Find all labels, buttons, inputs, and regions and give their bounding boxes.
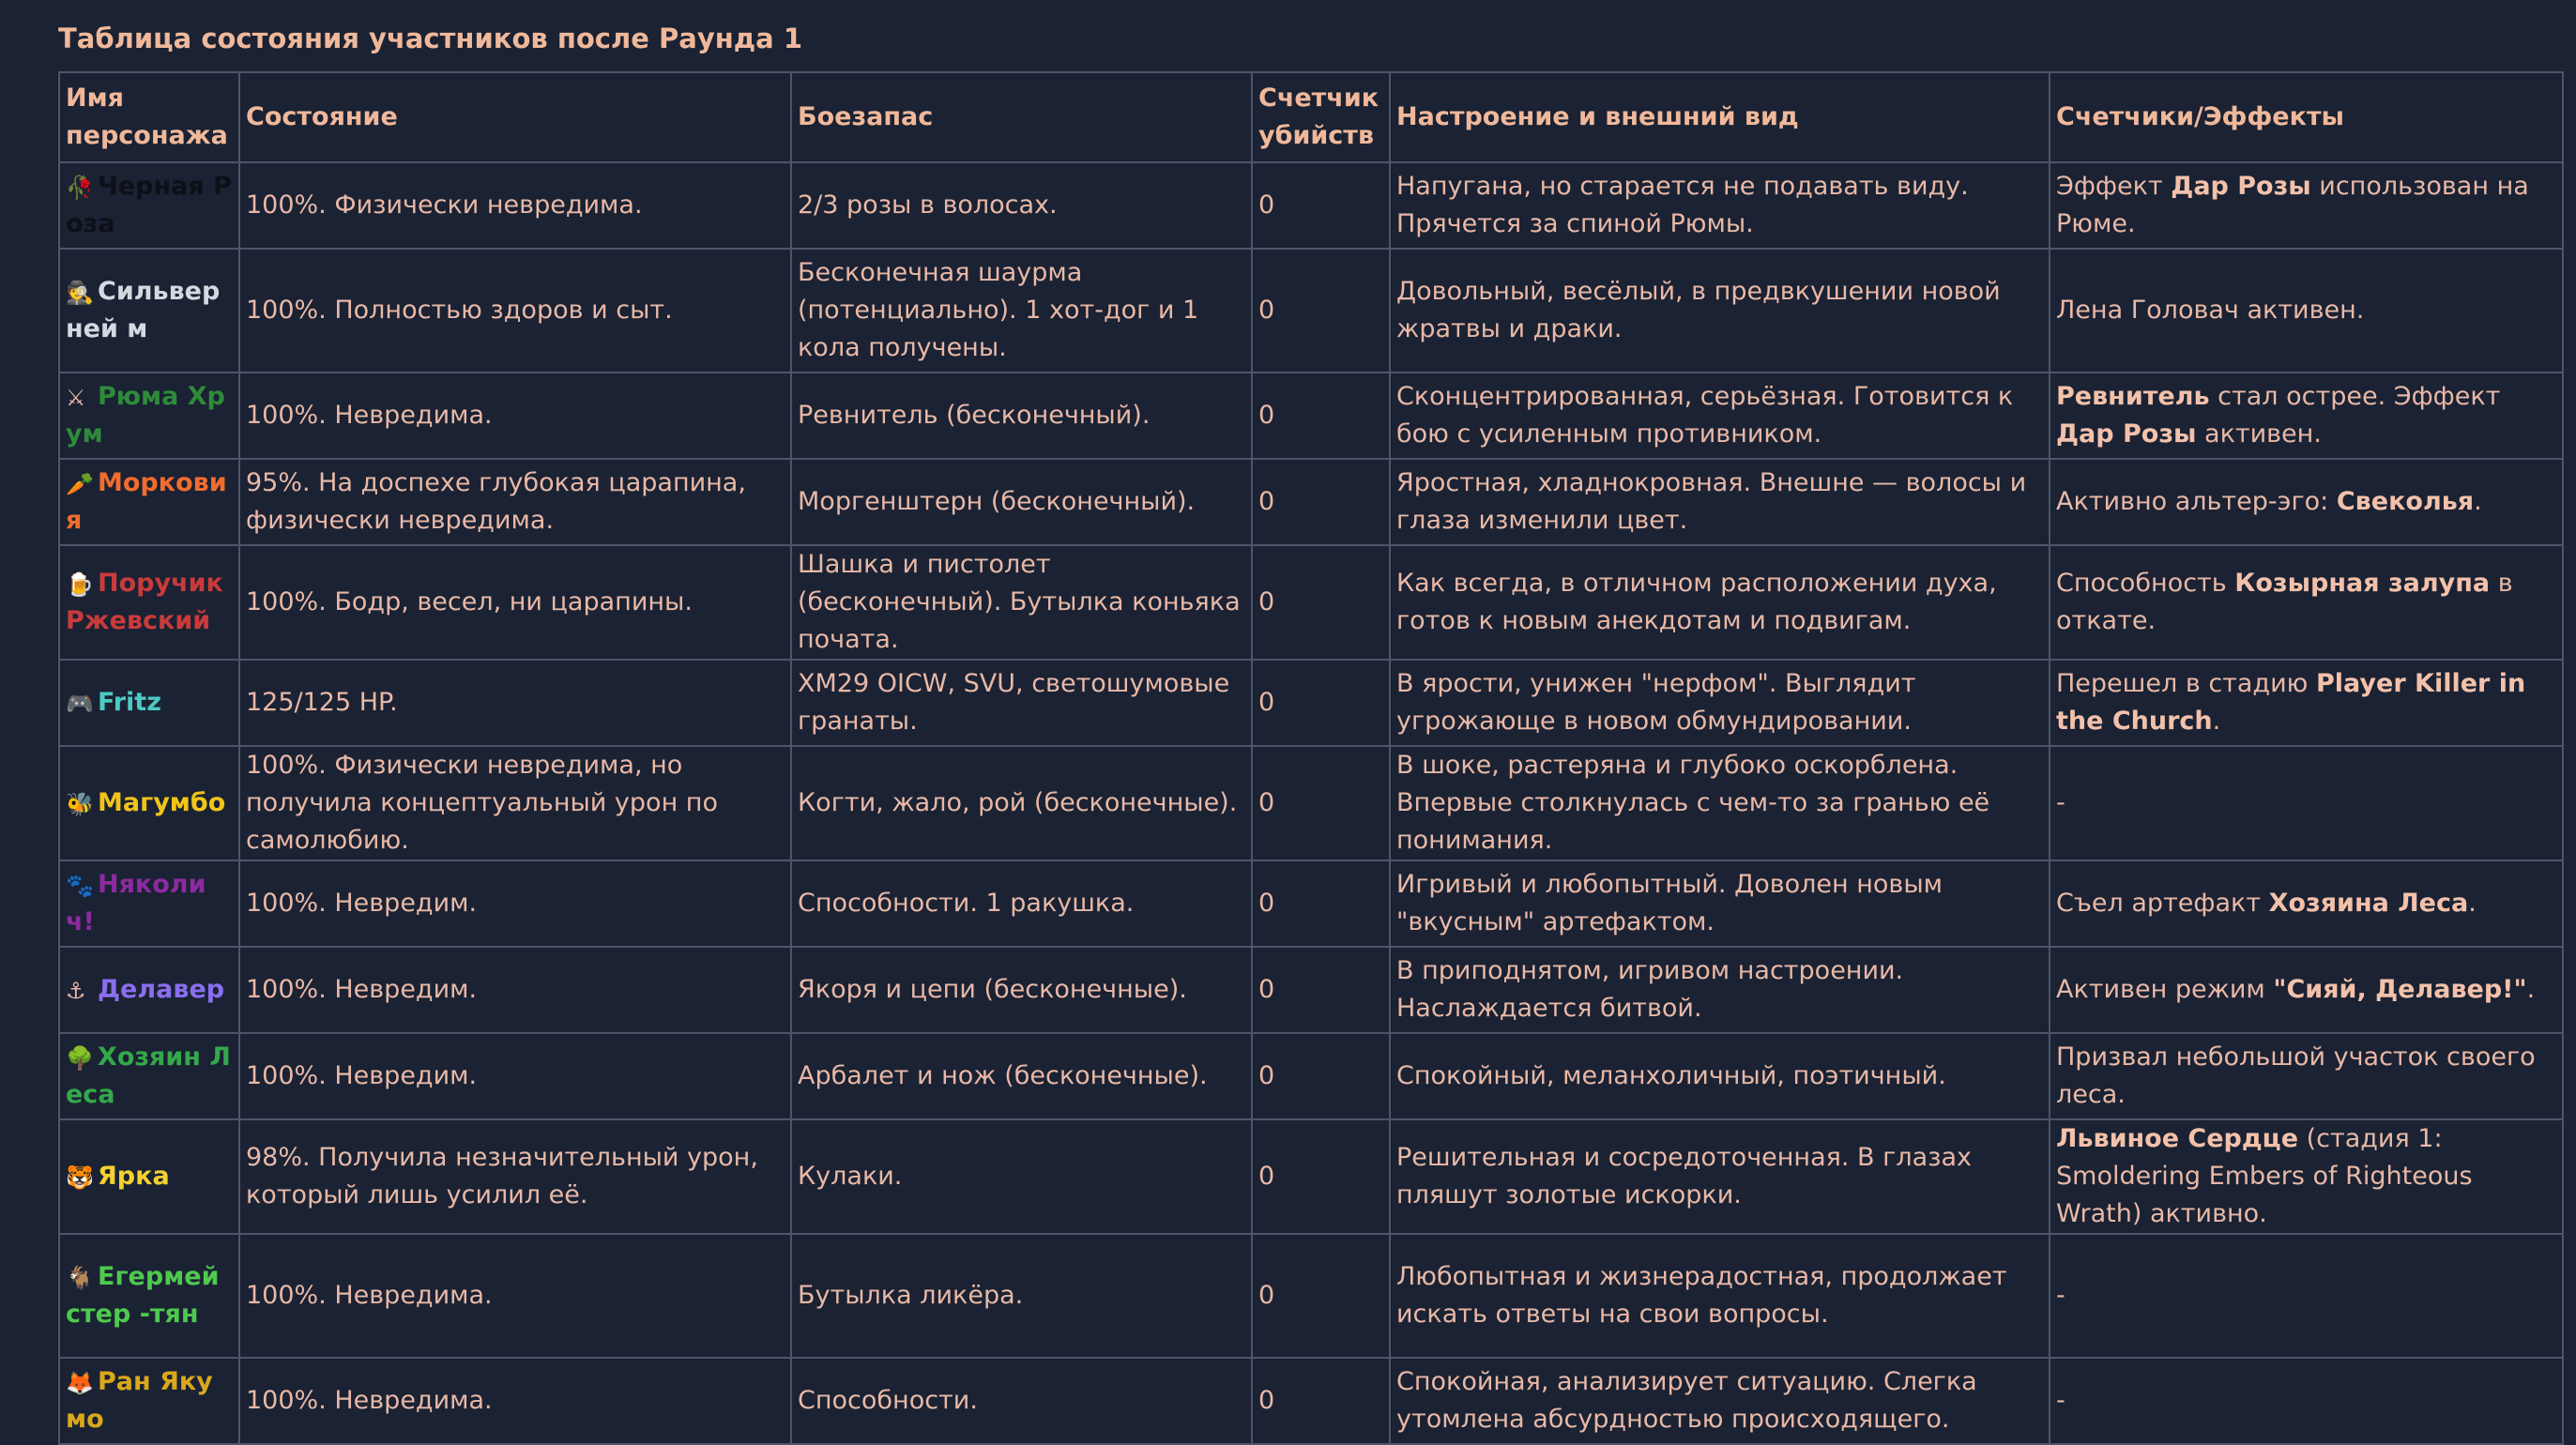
cell-kills: 0 xyxy=(1252,1358,1390,1444)
cell-effects xyxy=(2050,746,2563,860)
effects-text: Съел артефакт xyxy=(2056,889,2269,918)
cell-mood: Довольный, весёлый, в предвкушении новой жратвы и драки. xyxy=(1390,249,2050,373)
goat-icon: 🐐 xyxy=(66,1264,94,1291)
table-row xyxy=(59,249,2563,373)
cell-ammo: Бутылка ликёра. xyxy=(791,1234,1252,1358)
effects-text: . xyxy=(2526,975,2536,1004)
header-state: Состояние xyxy=(239,72,791,162)
character-name: Fritz xyxy=(98,688,161,717)
crossed-swords-icon: ⚔ xyxy=(66,384,86,411)
cell-kills: 0 xyxy=(1252,373,1390,459)
cell-name xyxy=(59,1234,239,1358)
cell-mood: Напугана, но старается не подавать виду. Прячется за спиной Рюмы. xyxy=(1390,162,2050,249)
cell-effects xyxy=(2050,1033,2563,1119)
character-name: Ран Якумо xyxy=(66,1367,213,1434)
cell-name xyxy=(59,373,239,459)
effects-text: стал острее. Эффект xyxy=(2209,382,2501,411)
cell-state: 98%. Получила незначительный урон, который лишь усилил её. xyxy=(239,1119,791,1234)
cell-kills: 0 xyxy=(1252,746,1390,860)
effects-highlight: Львиное Сердце xyxy=(2056,1124,2299,1153)
cell-effects xyxy=(2050,1119,2563,1234)
effects-text: - xyxy=(2056,1281,2065,1310)
cell-mood: Спокойная, анализирует ситуацию. Слегка утомлена абсурдностью происходящего. xyxy=(1390,1358,2050,1444)
character-name: Поручик Ржевский xyxy=(66,569,223,635)
cell-ammo: Бесконечная шаурма (потенциально). 1 хот-дог и 1 кола получены. xyxy=(791,249,1252,373)
cell-state: 100%. Невредима. xyxy=(239,1234,791,1358)
cell-ammo: Кулаки. xyxy=(791,1119,1252,1234)
cell-state: 100%. Невредима. xyxy=(239,1358,791,1444)
cell-effects xyxy=(2050,545,2563,660)
paw-prints-icon: 🐾 xyxy=(66,872,94,899)
cell-effects xyxy=(2050,947,2563,1033)
character-name: Делавер xyxy=(98,975,225,1004)
beer-mug-icon: 🍺 xyxy=(66,570,94,598)
cell-mood: Спокойный, меланхоличный, поэтичный. xyxy=(1390,1033,2050,1119)
cell-ammo: Моргенштерн (бесконечный). xyxy=(791,459,1252,545)
cell-mood: Яростная, хладнокровная. Внешне — волосы и глаза изменили цвет. xyxy=(1390,459,2050,545)
cell-kills: 0 xyxy=(1252,1234,1390,1358)
cell-ammo: 2/3 розы в волосах. xyxy=(791,162,1252,249)
gamepad-icon: 🎮 xyxy=(66,690,94,717)
cell-kills: 0 xyxy=(1252,249,1390,373)
cell-ammo: Шашка и пистолет (бесконечный). Бутылка коньяка почата. xyxy=(791,545,1252,660)
cell-state: 100%. Физически невредима, но получила концептуальный урон по самолюбию. xyxy=(239,746,791,860)
cell-ammo: Ревнитель (бесконечный). xyxy=(791,373,1252,459)
header-ammo: Боезапас xyxy=(791,72,1252,162)
character-name: Черная Роза xyxy=(66,172,232,238)
cell-state: 100%. Невредим. xyxy=(239,860,791,947)
fox-icon: 🦊 xyxy=(66,1369,94,1396)
header-name: Имя персонажа xyxy=(59,72,239,162)
cell-kills: 0 xyxy=(1252,660,1390,746)
bee-icon: 🐝 xyxy=(66,790,94,817)
effects-highlight: Ревнитель xyxy=(2056,382,2210,411)
effects-text: (стадия 1: Smoldering Embers of Righteous Wrath) активно. xyxy=(2056,1124,2473,1228)
table-row xyxy=(59,459,2563,545)
character-name: Егермейстер -тян xyxy=(66,1262,220,1329)
cell-kills: 0 xyxy=(1252,162,1390,249)
effects-text: Перешел в стадию xyxy=(2056,669,2316,698)
table-row xyxy=(59,1358,2563,1444)
cell-ammo: Способности. 1 ракушка. xyxy=(791,860,1252,947)
cell-effects xyxy=(2050,1358,2563,1444)
table-row xyxy=(59,545,2563,660)
table-row xyxy=(59,1234,2563,1358)
cell-mood: Игривый и любопытный. Доволен новым "вкусным" артефактом. xyxy=(1390,860,2050,947)
effects-text: - xyxy=(2056,1386,2065,1415)
cell-name xyxy=(59,162,239,249)
header-row xyxy=(59,72,2563,162)
cell-state: 100%. Полностью здоров и сыт. xyxy=(239,249,791,373)
cell-ammo: Способности. xyxy=(791,1358,1252,1444)
character-name: Морковия xyxy=(66,468,227,535)
character-name: Магумбо xyxy=(98,788,226,817)
cell-kills: 0 xyxy=(1252,860,1390,947)
cell-name xyxy=(59,860,239,947)
effects-text: Активно альтер-эго: xyxy=(2056,487,2337,516)
effects-text: Способность xyxy=(2056,569,2235,598)
cell-state: 100%. Невредим. xyxy=(239,947,791,1033)
cell-name xyxy=(59,947,239,1033)
cell-name xyxy=(59,1033,239,1119)
header-effects: Счетчики/Эффекты xyxy=(2050,72,2563,162)
effects-text: Эффект xyxy=(2056,172,2172,201)
cell-name xyxy=(59,249,239,373)
cell-kills: 0 xyxy=(1252,459,1390,545)
cell-mood: В приподнятом, игривом настроении. Наслаждается битвой. xyxy=(1390,947,2050,1033)
cell-kills: 0 xyxy=(1252,947,1390,1033)
character-name: Ярка xyxy=(98,1162,170,1191)
character-name: Хозяин Леса xyxy=(66,1042,231,1109)
table-row xyxy=(59,1119,2563,1234)
effects-text: - xyxy=(2056,788,2065,817)
effects-highlight: Козырная залупа xyxy=(2234,569,2491,598)
cell-name xyxy=(59,459,239,545)
cell-state: 100%. Бодр, весел, ни царапины. xyxy=(239,545,791,660)
character-name: Няколич! xyxy=(66,870,206,936)
anchor-icon: ⚓ xyxy=(66,977,86,1004)
effects-text: . xyxy=(2212,707,2221,736)
cell-mood: Любопытная и жизнерадостная, продолжает искать ответы на свои вопросы. xyxy=(1390,1234,2050,1358)
cell-effects xyxy=(2050,373,2563,459)
tree-icon: 🌳 xyxy=(66,1044,94,1072)
cell-effects xyxy=(2050,1234,2563,1358)
table-row xyxy=(59,947,2563,1033)
tiger-face-icon: 🐯 xyxy=(66,1164,94,1191)
cell-mood: Как всегда, в отличном расположении духа, готов к новым анекдотам и подвигам. xyxy=(1390,545,2050,660)
cell-effects xyxy=(2050,860,2563,947)
rose-icon: 🥀 xyxy=(66,174,94,201)
effects-text: в откате. xyxy=(2056,569,2513,635)
table-row xyxy=(59,860,2563,947)
table-row xyxy=(59,373,2563,459)
effects-text: Призвал небольшой участок своего леса. xyxy=(2056,1042,2536,1109)
cell-state: 125/125 HP. xyxy=(239,660,791,746)
cell-effects xyxy=(2050,249,2563,373)
table-row xyxy=(59,660,2563,746)
effects-text: использован на Рюме. xyxy=(2056,172,2529,238)
cell-kills: 0 xyxy=(1252,545,1390,660)
header-mood: Настроение и внешний вид xyxy=(1390,72,2050,162)
effects-text: Активен режим xyxy=(2056,975,2274,1004)
effects-highlight: Дар Розы xyxy=(2171,172,2311,201)
cell-name xyxy=(59,1119,239,1234)
cell-state: 95%. На доспехе глубокая царапина, физически невредима. xyxy=(239,459,791,545)
cell-mood: В ярости, унижен "нерфом". Выглядит угрожающе в новом обмундировании. xyxy=(1390,660,2050,746)
cell-name xyxy=(59,746,239,860)
cell-mood: Сконцентрированная, серьёзная. Готовится к бою с усиленным противником. xyxy=(1390,373,2050,459)
cell-kills: 0 xyxy=(1252,1119,1390,1234)
effects-highlight: Дар Розы xyxy=(2056,419,2197,449)
cell-kills: 0 xyxy=(1252,1033,1390,1119)
table-row xyxy=(59,1033,2563,1119)
cell-ammo: XM29 OICW, SVU, светошумовые гранаты. xyxy=(791,660,1252,746)
effects-text: . xyxy=(2474,487,2482,516)
header-kills: Счетчик убийств xyxy=(1252,72,1390,162)
character-name: Рюма Хрум xyxy=(66,382,225,449)
cell-ammo: Якоря и цепи (бесконечные). xyxy=(791,947,1252,1033)
cell-effects xyxy=(2050,459,2563,545)
effects-text: . xyxy=(2468,889,2477,918)
table-row xyxy=(59,746,2563,860)
effects-highlight: Хозяина Леса xyxy=(2268,889,2469,918)
cell-state: 100%. Невредима. xyxy=(239,373,791,459)
cell-mood: Решительная и сосредоточенная. В глазах пляшут золотые искорки. xyxy=(1390,1119,2050,1234)
table-row xyxy=(59,162,2563,249)
cell-ammo: Когти, жало, рой (бесконечные). xyxy=(791,746,1252,860)
cell-name xyxy=(59,1358,239,1444)
carrot-icon: 🥕 xyxy=(66,470,94,497)
cell-name xyxy=(59,660,239,746)
cell-mood: В шоке, растеряна и глубоко оскорблена. Впервые столкнулась с чем-то за гранью её понимания. xyxy=(1390,746,2050,860)
cell-effects xyxy=(2050,162,2563,249)
effects-text: активен. xyxy=(2196,419,2322,449)
page-title: Таблица состояния участников после Раунда 1 xyxy=(58,23,803,54)
hooded-figure-icon: 🕵 xyxy=(66,279,94,306)
effects-highlight: "Сияй, Делавер!" xyxy=(2273,975,2527,1004)
cell-ammo: Арбалет и нож (бесконечные). xyxy=(791,1033,1252,1119)
effects-highlight: Player Killer in the Church xyxy=(2056,669,2526,736)
effects-text: Лена Головач активен. xyxy=(2056,296,2365,325)
character-name: Сильверней м xyxy=(66,277,221,343)
cell-state: 100%. Невредим. xyxy=(239,1033,791,1119)
participants-table xyxy=(58,71,2564,1445)
effects-highlight: Свеколья xyxy=(2336,487,2475,516)
cell-state: 100%. Физически невредима. xyxy=(239,162,791,249)
cell-effects xyxy=(2050,660,2563,746)
cell-name xyxy=(59,545,239,660)
